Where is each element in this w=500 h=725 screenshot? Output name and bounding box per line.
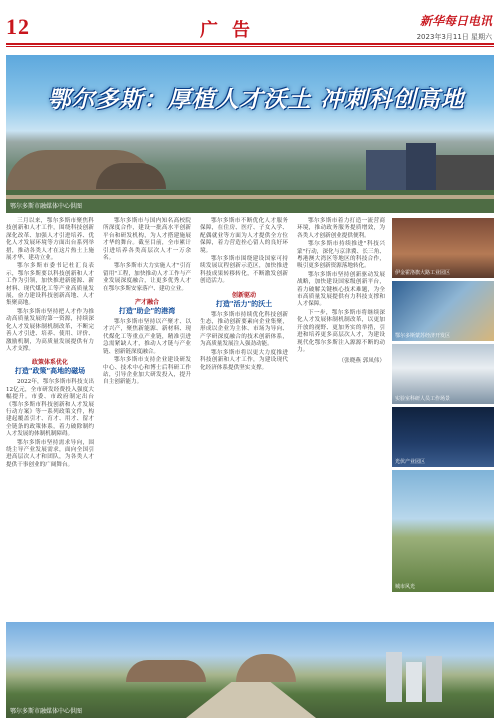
article-column-3 <box>200 218 288 373</box>
subheading <box>6 357 94 376</box>
paragraph: 鄂尔多斯市围绕建设国家可持续发展议程创新示范区，加快推进科技成果转移转化，不断激发创新创造活力。 <box>200 256 288 285</box>
subheading-kicker: 产才融合 <box>134 299 159 307</box>
subheading-kicker: 创新驱动 <box>231 291 256 299</box>
photo-caption: 实验室科研人员工作场景 <box>395 396 451 402</box>
issue-date: 2023年3月11日 星期六 <box>416 33 492 41</box>
paragraph: 鄂尔多斯市将以更大力度推进科技创新和人才工作，为建设现代化经济体系提供坚实支撑。 <box>200 349 288 371</box>
photo-caption: 城市风光 <box>395 584 416 590</box>
paper-name: 新华每日电讯 <box>419 14 492 28</box>
road-shape <box>6 195 494 199</box>
paragraph: 鄂尔多斯市坚持以产聚才、以才兴产，聚焦新能源、新材料、现代煤化工等重点产业链，精准引进急需紧缺人才，推动人才链与产业链、创新链深度融合。 <box>103 319 191 355</box>
paragraph: 2022年，鄂尔多斯市科技支出12亿元，全市研发经费投入强度大幅提升。市委、市政府制定出台《鄂尔多斯市科技创新和人才发展行动方案》等一系列政策文件，构建起覆盖引才、育才、用才、留才全链条的政策体系，着力破除制约人才发展的体制机制障碍。 <box>6 379 94 438</box>
photo <box>392 218 494 278</box>
building-shape <box>436 155 494 195</box>
paragraph: 下一步，鄂尔多斯市将继续深化人才发展体制机制改革，以更加开放的视野、更加务实的举措，引进和培养更多高层次人才，为建设现代化鄂尔多斯注入源源不断的动力。 <box>297 309 385 353</box>
paragraph: 鄂尔多斯市大力实施人才"引育留用"工程，加快推动人才工作与产业发展深度融合，让更多优秀人才在鄂尔多斯安家落户、建功立业。 <box>103 263 191 292</box>
building-shape <box>126 660 206 682</box>
page-header <box>0 0 500 46</box>
bottom-photo-credit: 鄂尔多斯市融媒体中心供图 <box>10 708 83 715</box>
photo-caption: 伊金霍洛旗大路工业园区 <box>395 270 451 276</box>
photo-caption: 光伏产业园区 <box>395 459 426 465</box>
paragraph: 鄂尔多斯市支持企业建设研发中心、技术中心和博士后科研工作站，引导企业加大研发投入，提升自主创新能力。 <box>103 357 191 386</box>
article-column-2 <box>103 218 191 388</box>
paragraph: 鄂尔多斯市委书记杜汇良表示，鄂尔多斯要以科技创新和人才工作为引领，加快推进新能源、新材料、现代煤化工等产业高质量发展，奋力建设科技创新高地、人才集聚高地。 <box>6 263 94 307</box>
paragraph: 鄂尔多斯市坚持把人才作为推动高质量发展的第一资源，持续深化人才发展体制机制改革，不断完善人才引进、培养、使用、评价、激励机制，为高质量发展提供有力人才支撑。 <box>6 308 94 352</box>
header-rule-thin <box>6 46 494 47</box>
header-rule <box>6 43 494 45</box>
plaza-shape <box>186 682 316 718</box>
building-shape <box>406 662 422 702</box>
subheading-title: 打造"活力"的沃土 <box>215 299 273 308</box>
subheading-title: 打造"助企"的港湾 <box>118 307 176 316</box>
paragraph: 鄂尔多斯市持续优化科技创新生态，推动创新要素向企业集聚，形成以企业为主体、市场为导向、产学研深度融合的技术创新体系，为高质量发展注入强劲动能。 <box>200 311 288 348</box>
photo-caption: 鄂尔多斯蒙苏经济开发区 <box>395 333 451 339</box>
building-shape <box>386 652 402 702</box>
headline: 鄂尔多斯：厚植人才沃土 冲刺科创高地 <box>47 87 465 113</box>
subheading <box>103 297 191 316</box>
paragraph: 三月以来，鄂尔多斯市聚焦科技创新和人才工作，围绕科技创新深化改革、加强人才引进培养、优化人才发展环境等方面出台系列举措，推动各类人才在这片热土上施展才华、建功立业。 <box>6 218 94 262</box>
author-credit: （张晓燕 郭凤伟） <box>338 358 385 365</box>
building-shape <box>366 150 406 195</box>
building-shape <box>406 143 436 195</box>
hero-credit: 鄂尔多斯市融媒体中心供图 <box>10 203 83 210</box>
paragraph: 鄂尔多斯市坚持需求导向，围绕主导产业发展需求，面向全国引进高层次人才和团队，为各类人才提供干事创业的广阔舞台。 <box>6 439 94 468</box>
building-shape <box>426 656 442 702</box>
building-shape <box>96 163 166 189</box>
photo <box>392 281 494 341</box>
hero-photo <box>6 55 494 213</box>
masthead <box>417 12 492 42</box>
article-column-4 <box>297 218 385 364</box>
photo <box>392 407 494 467</box>
paragraph: 鄂尔多斯市坚持创新驱动发展战略，加快建设国家级创新平台，着力破解关键核心技术难题，为全市高质量发展提供有力科技支撑和人才保障。 <box>297 271 385 308</box>
building-shape <box>236 654 296 682</box>
subheading-kicker: 政策体系优化 <box>31 359 68 367</box>
paragraph: 鄂尔多斯市不断优化人才服务保障，在住房、医疗、子女入学、配偶就业等方面为人才提供全方位保障，着力营造拴心留人的良好环境。 <box>200 218 288 254</box>
section-title: 广告 <box>200 20 264 41</box>
article-column-1 <box>6 218 94 470</box>
paragraph: 鄂尔多斯市着力打造一流营商环境，推动政务服务提质增效，为各类人才创新创业提供便利。 <box>297 218 385 239</box>
article-body <box>6 218 388 618</box>
page-number: 12 <box>6 14 30 39</box>
bottom-photo <box>6 622 494 718</box>
photo <box>392 470 494 592</box>
photo <box>392 344 494 404</box>
subheading <box>200 290 288 309</box>
subheading-title: 打造"政策"高地的磁场 <box>14 367 86 376</box>
paragraph: 鄂尔多斯市与国内知名高校院所深度合作，建设一批高水平创新平台和研发机构，为人才搭建施展才华的舞台。截至目前，全市累计引进培养各类高层次人才一万余名。 <box>103 218 191 262</box>
paragraph: 鄂尔多斯市持续推进"科技兴蒙"行动，深化与京津冀、长三角、粤港澳大湾区等地区的科技合作，吸引更多创新资源落地转化。 <box>297 241 385 270</box>
